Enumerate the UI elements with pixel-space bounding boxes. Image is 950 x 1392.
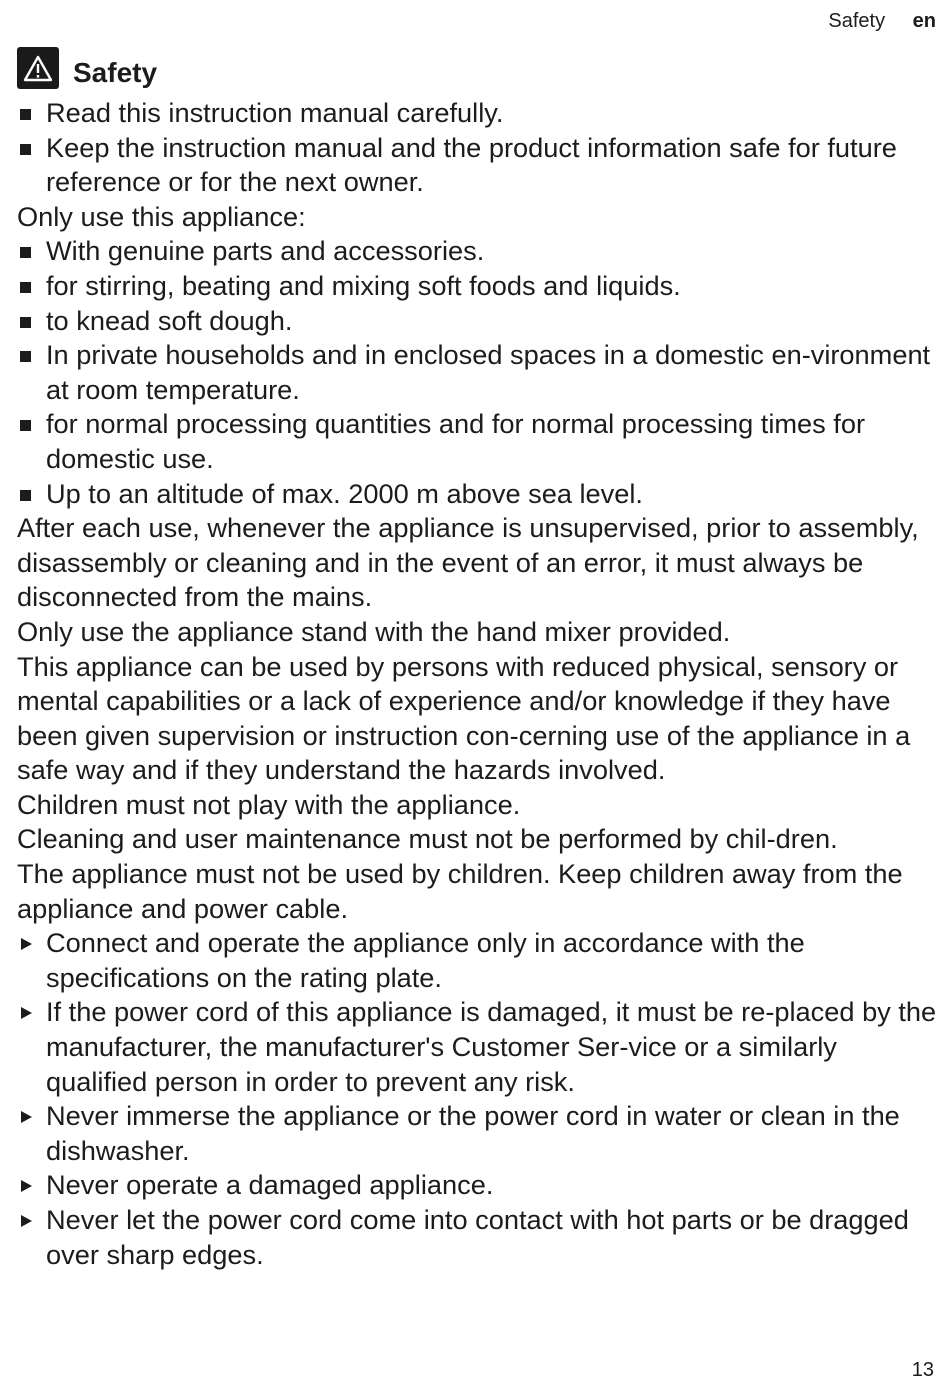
- section-title: Safety: [73, 57, 158, 88]
- arrow-bullet-icon: [17, 1168, 37, 1203]
- page-number: 13: [911, 1359, 934, 1381]
- instruction-step: [17, 926, 937, 995]
- arrow-bullet-icon: [17, 1099, 37, 1134]
- paragraph: Only use the appliance stand with the hand mixer provided.: [17, 615, 731, 647]
- item-text: Never operate a damaged appliance.: [46, 1169, 494, 1201]
- instruction-step: [17, 1099, 937, 1168]
- warning-triangle-icon: [17, 47, 59, 89]
- paragraph: This appliance can be used by persons with reduced physical, sensory or mental capabilities or a lack of experience and/or knowledge if they have been given supervision or instruction con-cerning use of the appliance in a safe way and if they understand the hazards involved.: [17, 650, 911, 786]
- bullet-item: [17, 304, 937, 339]
- paragraph: Cleaning and user maintenance must not be performed by chil-dren.: [17, 823, 838, 855]
- instruction-step: [17, 995, 937, 1099]
- bullet-item: [17, 477, 937, 512]
- square-bullet-icon: [17, 131, 37, 166]
- arrow-bullet-icon: [17, 926, 37, 961]
- safety-heading: [17, 47, 157, 89]
- item-text: for stirring, beating and mixing soft foods and liquids.: [46, 269, 681, 301]
- paragraph: Children must not play with the appliance.: [17, 788, 521, 820]
- square-bullet-icon: [17, 96, 37, 131]
- bullet-item: [17, 131, 937, 200]
- bullet-item: [17, 96, 937, 131]
- item-text: Up to an altitude of max. 2000 m above sea level.: [46, 477, 643, 509]
- arrow-bullet-icon: [17, 1203, 37, 1238]
- item-text: In private households and in enclosed spaces in a domestic en-vironment at room temperature.: [46, 339, 931, 405]
- square-bullet-icon: [17, 477, 37, 512]
- item-text: Connect and operate the appliance only in accordance with the specifications on the rating plate.: [46, 927, 805, 993]
- bullet-item: [17, 338, 937, 407]
- item-text: Keep the instruction manual and the product information safe for future reference or for the next owner.: [46, 131, 897, 198]
- square-bullet-icon: [17, 338, 37, 373]
- item-text: If the power cord of this appliance is damaged, it must be re-placed by the manufacturer, the manufacturer's Customer Ser-vice or a similarly qualified person in order to prevent any risk.: [46, 996, 937, 1097]
- item-text: for normal processing quantities and for normal processing times for domestic use.: [46, 408, 866, 474]
- running-header-section: Safety: [828, 10, 886, 32]
- instruction-step: [17, 1168, 937, 1203]
- running-header: [828, 9, 936, 33]
- square-bullet-icon: [17, 304, 37, 339]
- safety-instructions: [17, 96, 937, 1272]
- paragraph: After each use, whenever the appliance is unsupervised, prior to assembly, disassembly or cleaning and in the event of an error, it must always be disconnected from the mains.: [17, 512, 919, 613]
- square-bullet-icon: [17, 407, 37, 442]
- bullet-item: [17, 269, 937, 304]
- arrow-bullet-icon: [17, 995, 37, 1030]
- bullet-item: [17, 234, 937, 269]
- item-text: Read this instruction manual carefully.: [46, 97, 504, 128]
- square-bullet-icon: [17, 234, 37, 269]
- instruction-step: [17, 1203, 937, 1272]
- square-bullet-icon: [17, 269, 37, 304]
- bullet-item: [17, 407, 937, 476]
- item-text: Never let the power cord come into contact with hot parts or be dragged over sharp edges.: [46, 1204, 909, 1270]
- item-text: With genuine parts and accessories.: [46, 235, 485, 267]
- running-header-language: en: [912, 10, 936, 32]
- item-text: Never immerse the appliance or the power cord in water or clean in the dishwasher.: [46, 1100, 900, 1166]
- paragraph: Only use this appliance:: [17, 200, 306, 232]
- paragraph: The appliance must not be used by children. Keep children away from the appliance and power cable.: [17, 858, 903, 924]
- item-text: to knead soft dough.: [46, 304, 293, 336]
